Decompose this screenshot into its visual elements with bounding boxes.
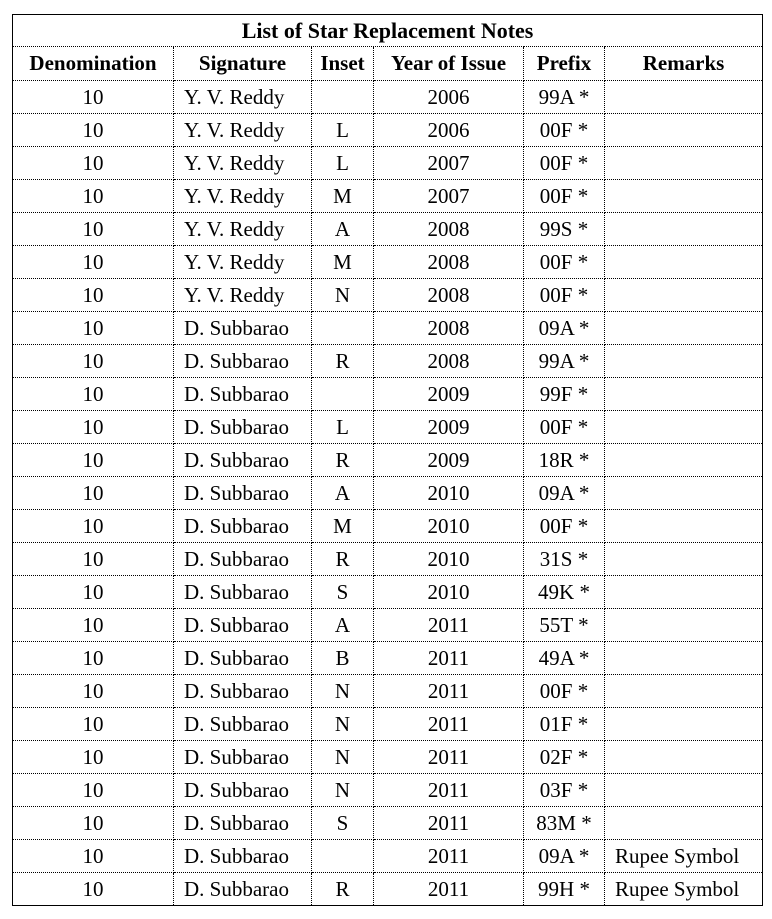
table-row: [13, 675, 763, 708]
inset-cell: R: [312, 873, 374, 906]
denomination-cell: 10: [13, 312, 174, 345]
prefix-cell: 99F *: [524, 378, 605, 411]
inset-cell: [312, 840, 374, 873]
year-of-issue-cell: 2011: [374, 873, 524, 906]
table-row: [13, 609, 763, 642]
signature-cell: D. Subbarao: [174, 510, 312, 543]
table-row: [13, 345, 763, 378]
prefix-cell: 99A *: [524, 345, 605, 378]
remarks-cell: [605, 180, 763, 213]
denomination-cell: 10: [13, 246, 174, 279]
prefix-cell: 00F *: [524, 675, 605, 708]
inset-cell: R: [312, 543, 374, 576]
table-body: [13, 81, 763, 906]
table-row: [13, 873, 763, 906]
remarks-cell: [605, 807, 763, 840]
table-header-row: [13, 47, 763, 81]
inset-cell: N: [312, 741, 374, 774]
inset-cell: [312, 378, 374, 411]
table-row: [13, 411, 763, 444]
prefix-cell: 99H *: [524, 873, 605, 906]
prefix-cell: 49K *: [524, 576, 605, 609]
remarks-cell: [605, 741, 763, 774]
denomination-cell: 10: [13, 807, 174, 840]
inset-cell: M: [312, 180, 374, 213]
table-title: List of Star Replacement Notes: [13, 15, 763, 47]
signature-cell: D. Subbarao: [174, 345, 312, 378]
header-prefix: Prefix: [524, 47, 605, 81]
remarks-cell: [605, 81, 763, 114]
signature-cell: D. Subbarao: [174, 840, 312, 873]
table-row: [13, 741, 763, 774]
prefix-cell: 00F *: [524, 510, 605, 543]
prefix-cell: 09A *: [524, 312, 605, 345]
denomination-cell: 10: [13, 642, 174, 675]
inset-cell: A: [312, 477, 374, 510]
inset-cell: L: [312, 147, 374, 180]
table-row: [13, 642, 763, 675]
header-denomination: Denomination: [13, 47, 174, 81]
year-of-issue-cell: 2011: [374, 642, 524, 675]
year-of-issue-cell: 2010: [374, 543, 524, 576]
inset-cell: N: [312, 675, 374, 708]
table-row: [13, 378, 763, 411]
remarks-cell: [605, 609, 763, 642]
prefix-cell: 99S *: [524, 213, 605, 246]
denomination-cell: 10: [13, 609, 174, 642]
remarks-cell: [605, 774, 763, 807]
remarks-cell: [605, 411, 763, 444]
table-row: [13, 444, 763, 477]
table-row: [13, 576, 763, 609]
signature-cell: D. Subbarao: [174, 543, 312, 576]
remarks-cell: Rupee Symbol: [605, 840, 763, 873]
year-of-issue-cell: 2008: [374, 312, 524, 345]
remarks-cell: [605, 642, 763, 675]
table-row: [13, 477, 763, 510]
signature-cell: Y. V. Reddy: [174, 279, 312, 312]
denomination-cell: 10: [13, 708, 174, 741]
year-of-issue-cell: 2007: [374, 147, 524, 180]
signature-cell: D. Subbarao: [174, 708, 312, 741]
denomination-cell: 10: [13, 279, 174, 312]
year-of-issue-cell: 2011: [374, 708, 524, 741]
inset-cell: A: [312, 213, 374, 246]
denomination-cell: 10: [13, 774, 174, 807]
prefix-cell: 18R *: [524, 444, 605, 477]
prefix-cell: 01F *: [524, 708, 605, 741]
denomination-cell: 10: [13, 444, 174, 477]
remarks-cell: [605, 147, 763, 180]
inset-cell: N: [312, 708, 374, 741]
inset-cell: L: [312, 114, 374, 147]
remarks-cell: [605, 675, 763, 708]
table-row: [13, 774, 763, 807]
signature-cell: D. Subbarao: [174, 873, 312, 906]
denomination-cell: 10: [13, 213, 174, 246]
denomination-cell: 10: [13, 873, 174, 906]
remarks-cell: [605, 576, 763, 609]
prefix-cell: 02F *: [524, 741, 605, 774]
inset-cell: N: [312, 774, 374, 807]
year-of-issue-cell: 2008: [374, 345, 524, 378]
prefix-cell: 83M *: [524, 807, 605, 840]
table-row: [13, 279, 763, 312]
prefix-cell: 00F *: [524, 180, 605, 213]
denomination-cell: 10: [13, 147, 174, 180]
signature-cell: Y. V. Reddy: [174, 147, 312, 180]
year-of-issue-cell: 2006: [374, 81, 524, 114]
prefix-cell: 55T *: [524, 609, 605, 642]
denomination-cell: 10: [13, 180, 174, 213]
header-remarks: Remarks: [605, 47, 763, 81]
inset-cell: M: [312, 510, 374, 543]
table-title-row: [13, 15, 763, 47]
signature-cell: Y. V. Reddy: [174, 213, 312, 246]
star-replacement-notes-table: [12, 14, 763, 906]
denomination-cell: 10: [13, 741, 174, 774]
remarks-cell: [605, 543, 763, 576]
remarks-cell: [605, 312, 763, 345]
inset-cell: S: [312, 807, 374, 840]
signature-cell: D. Subbarao: [174, 774, 312, 807]
table-row: [13, 510, 763, 543]
prefix-cell: 31S *: [524, 543, 605, 576]
denomination-cell: 10: [13, 378, 174, 411]
denomination-cell: 10: [13, 477, 174, 510]
remarks-cell: [605, 213, 763, 246]
remarks-cell: [605, 246, 763, 279]
year-of-issue-cell: 2010: [374, 576, 524, 609]
year-of-issue-cell: 2011: [374, 774, 524, 807]
inset-cell: [312, 81, 374, 114]
year-of-issue-cell: 2011: [374, 675, 524, 708]
table-row: [13, 81, 763, 114]
signature-cell: D. Subbarao: [174, 741, 312, 774]
inset-cell: M: [312, 246, 374, 279]
signature-cell: Y. V. Reddy: [174, 246, 312, 279]
denomination-cell: 10: [13, 81, 174, 114]
inset-cell: B: [312, 642, 374, 675]
year-of-issue-cell: 2010: [374, 477, 524, 510]
signature-cell: D. Subbarao: [174, 675, 312, 708]
remarks-cell: [605, 279, 763, 312]
table-row: [13, 246, 763, 279]
prefix-cell: 03F *: [524, 774, 605, 807]
year-of-issue-cell: 2010: [374, 510, 524, 543]
prefix-cell: 00F *: [524, 246, 605, 279]
year-of-issue-cell: 2011: [374, 807, 524, 840]
prefix-cell: 09A *: [524, 840, 605, 873]
table-row: [13, 708, 763, 741]
signature-cell: D. Subbarao: [174, 312, 312, 345]
denomination-cell: 10: [13, 345, 174, 378]
remarks-cell: Rupee Symbol: [605, 873, 763, 906]
prefix-cell: 99A *: [524, 81, 605, 114]
remarks-cell: [605, 444, 763, 477]
remarks-cell: [605, 114, 763, 147]
inset-cell: N: [312, 279, 374, 312]
inset-cell: L: [312, 411, 374, 444]
denomination-cell: 10: [13, 840, 174, 873]
denomination-cell: 10: [13, 510, 174, 543]
denomination-cell: 10: [13, 576, 174, 609]
header-year-of-issue: Year of Issue: [374, 47, 524, 81]
year-of-issue-cell: 2009: [374, 411, 524, 444]
table-row: [13, 147, 763, 180]
signature-cell: Y. V. Reddy: [174, 180, 312, 213]
table-row: [13, 180, 763, 213]
prefix-cell: 00F *: [524, 114, 605, 147]
year-of-issue-cell: 2006: [374, 114, 524, 147]
table-row: [13, 312, 763, 345]
year-of-issue-cell: 2011: [374, 609, 524, 642]
table-row: [13, 543, 763, 576]
remarks-cell: [605, 345, 763, 378]
year-of-issue-cell: 2011: [374, 840, 524, 873]
signature-cell: D. Subbarao: [174, 576, 312, 609]
signature-cell: Y. V. Reddy: [174, 114, 312, 147]
prefix-cell: 49A *: [524, 642, 605, 675]
denomination-cell: 10: [13, 114, 174, 147]
signature-cell: D. Subbarao: [174, 609, 312, 642]
denomination-cell: 10: [13, 543, 174, 576]
year-of-issue-cell: 2008: [374, 279, 524, 312]
star-notes-document: [12, 14, 762, 906]
table-row: [13, 213, 763, 246]
remarks-cell: [605, 510, 763, 543]
signature-cell: D. Subbarao: [174, 444, 312, 477]
year-of-issue-cell: 2008: [374, 213, 524, 246]
remarks-cell: [605, 378, 763, 411]
inset-cell: R: [312, 444, 374, 477]
signature-cell: Y. V. Reddy: [174, 81, 312, 114]
table-row: [13, 807, 763, 840]
year-of-issue-cell: 2009: [374, 444, 524, 477]
remarks-cell: [605, 708, 763, 741]
prefix-cell: 00F *: [524, 147, 605, 180]
prefix-cell: 00F *: [524, 411, 605, 444]
year-of-issue-cell: 2011: [374, 741, 524, 774]
prefix-cell: 09A *: [524, 477, 605, 510]
table-row: [13, 840, 763, 873]
remarks-cell: [605, 477, 763, 510]
signature-cell: D. Subbarao: [174, 807, 312, 840]
inset-cell: [312, 312, 374, 345]
prefix-cell: 00F *: [524, 279, 605, 312]
signature-cell: D. Subbarao: [174, 477, 312, 510]
year-of-issue-cell: 2008: [374, 246, 524, 279]
header-signature: Signature: [174, 47, 312, 81]
denomination-cell: 10: [13, 675, 174, 708]
header-inset: Inset: [312, 47, 374, 81]
inset-cell: R: [312, 345, 374, 378]
signature-cell: D. Subbarao: [174, 378, 312, 411]
inset-cell: S: [312, 576, 374, 609]
table-row: [13, 114, 763, 147]
denomination-cell: 10: [13, 411, 174, 444]
signature-cell: D. Subbarao: [174, 642, 312, 675]
signature-cell: D. Subbarao: [174, 411, 312, 444]
inset-cell: A: [312, 609, 374, 642]
year-of-issue-cell: 2007: [374, 180, 524, 213]
year-of-issue-cell: 2009: [374, 378, 524, 411]
